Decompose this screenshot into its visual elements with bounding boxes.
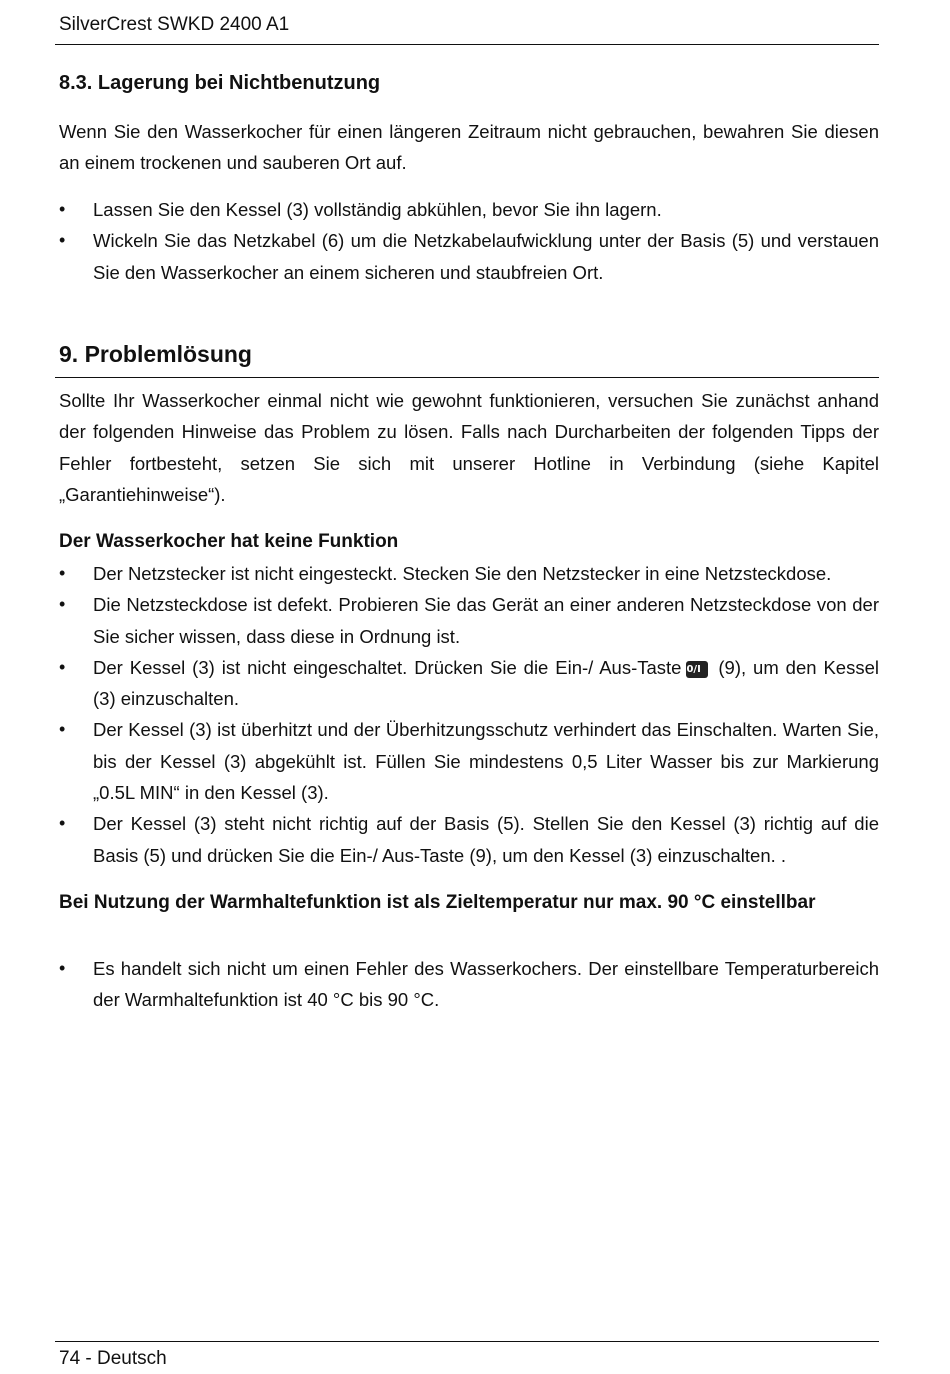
power-key-icon: 0/I bbox=[686, 661, 708, 678]
section-9-intro: Sollte Ihr Wasserkocher einmal nicht wie gewohnt funktionieren, versuchen Sie zunächst anhand der folgenden Hinweise das Problem zu lösen. Falls nach Durcharbeiten der folgenden Tipps der Fehler fortbesteht, setzen Sie sich mit unserer Hotline in Verbindung (siehe Kapitel „Garantiehinweise“). bbox=[59, 390, 879, 505]
running-header: SilverCrest SWKD 2400 A1 bbox=[59, 14, 290, 35]
manual-page bbox=[59, 0, 879, 1374]
list-item: • Die Netzsteckdose ist defekt. Probieren Sie das Gerät an einer anderen Netzsteckdose von der Sie sicher wissen, dass diese in Ordnung ist. bbox=[59, 589, 879, 652]
list-item: • Der Kessel (3) ist überhitzt und der Überhitzungsschutz verhindert das Einschalten. Warten Sie, bis der Kessel (3) abgekühlt ist. Füllen Sie mindestens 0,5 Liter Wasser bis zur Markierung „0.5L MIN“ in den Kessel (3). bbox=[59, 714, 879, 808]
section-8-3-intro: Wenn Sie den Wasserkocher für einen längeren Zeitraum nicht gebrauchen, bewahren Sie diesen an einem trockenen und sauberen Ort auf. bbox=[59, 121, 879, 174]
problem-no-function-bullet-list bbox=[59, 558, 879, 871]
bullet-text-before-icon: Der Kessel (3) ist nicht eingeschaltet. Drücken Sie die Ein-/ Aus-Taste bbox=[93, 656, 682, 678]
list-item: • Es handelt sich nicht um einen Fehler des Wasserkochers. Der einstellbare Temperaturbereich der Warmhaltefunktion ist 40 °C bis 90 °C. bbox=[59, 953, 879, 1016]
section-heading-8-3: 8.3. Lagerung bei Nichtbenutzung bbox=[59, 72, 381, 94]
list-item: • Der Kessel (3) steht nicht richtig auf der Basis (5). Stellen Sie den Kessel (3) richtig auf die Basis (5) und drücken Sie die Ein-/ Aus-Taste (9), um den Kessel (3) einzuschalten. . bbox=[59, 808, 879, 871]
problem-heading-keep-warm: Bei Nutzung der Warmhaltefunktion ist als Zieltemperatur nur max. 90 °C einstellbar bbox=[59, 892, 816, 913]
list-item: • Wickeln Sie das Netzkabel (6) um die Netzkabelaufwicklung unter der Basis (5) und verstauen Sie den Wasserkocher an einem sicheren und staubfreien Ort. bbox=[59, 225, 879, 288]
bullet-text-after-icon: (9), um den Kessel (3) einzuschalten. bbox=[93, 656, 879, 710]
list-item: • Der Netzstecker ist nicht eingesteckt. Stecken Sie den Netzstecker in eine Netzsteckdose. bbox=[59, 558, 879, 589]
section-rule bbox=[55, 377, 879, 378]
page-footer: 74 - Deutsch bbox=[59, 1348, 167, 1369]
problem-keep-warm-bullet-list bbox=[59, 953, 879, 1016]
section-8-3-bullet-list bbox=[59, 194, 879, 288]
header-rule bbox=[55, 44, 879, 45]
problem-heading-no-function: Der Wasserkocher hat keine Funktion bbox=[59, 531, 399, 552]
section-heading-9: 9. Problemlösung bbox=[59, 341, 252, 367]
footer-rule bbox=[55, 1341, 879, 1342]
list-item: • Lassen Sie den Kessel (3) vollständig abkühlen, bevor Sie ihn lagern. bbox=[59, 194, 879, 225]
list-item-power-key bbox=[59, 652, 879, 715]
